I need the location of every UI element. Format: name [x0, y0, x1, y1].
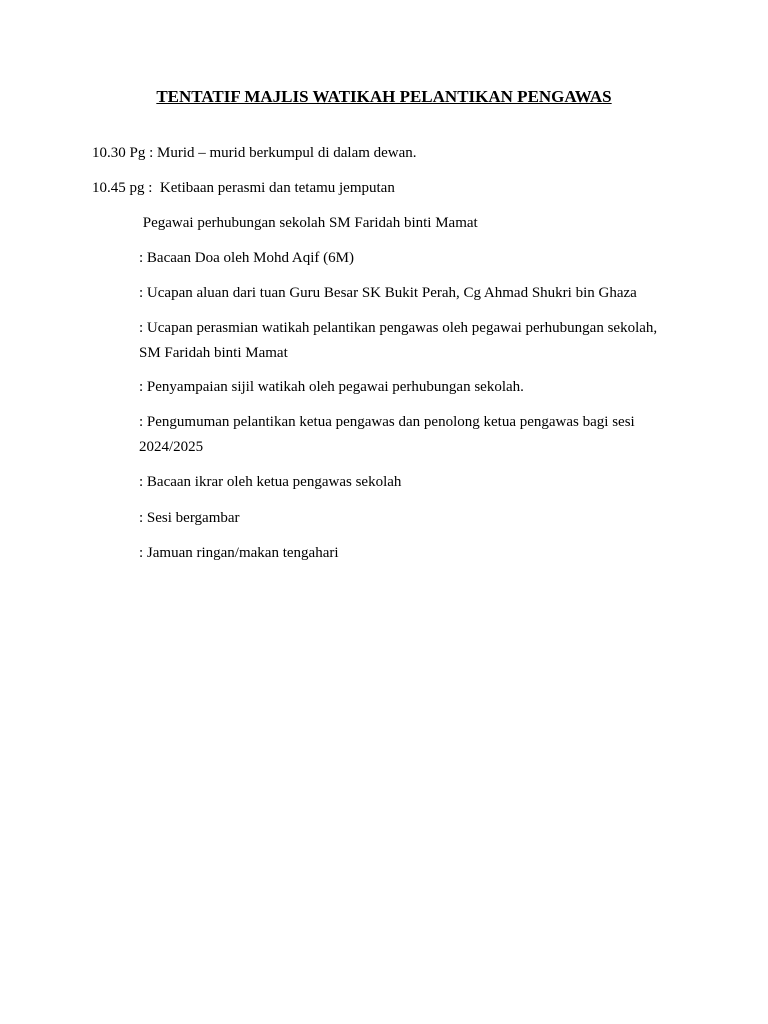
schedule-line-1045: 10.45 pg : Ketibaan perasmi dan tetamu jemputan	[92, 180, 395, 196]
schedule-item-ucapan-perasmian-cont: SM Faridah binti Mamat	[139, 345, 288, 361]
schedule-item-penyampaian-sijil: : Penyampaian sijil watikah oleh pegawai perhubungan sekolah.	[139, 379, 524, 395]
schedule-item-pegawai: Pegawai perhubungan sekolah SM Faridah binti Mamat	[139, 215, 478, 231]
schedule-item-ucapan-perasmian: : Ucapan perasmian watikah pelantikan pengawas oleh pegawai perhubungan sekolah,	[139, 320, 658, 336]
document-title: TENTATIF MAJLIS WATIKAH PELANTIKAN PENGAWAS	[156, 87, 612, 106]
schedule-item-jamuan: : Jamuan ringan/makan tengahari	[139, 545, 339, 561]
schedule-item-bergambar: : Sesi bergambar	[139, 510, 240, 526]
schedule-item-doa: : Bacaan Doa oleh Mohd Aqif (6M)	[139, 250, 354, 266]
schedule-item-ikrar: : Bacaan ikrar oleh ketua pengawas sekolah	[139, 474, 402, 490]
schedule-line-1030: 10.30 Pg : Murid – murid berkumpul di dalam dewan.	[92, 145, 417, 161]
schedule-item-pengumuman-cont: 2024/2025	[139, 439, 204, 455]
schedule-item-ucapan-aluan: : Ucapan aluan dari tuan Guru Besar SK Bukit Perah, Cg Ahmad Shukri bin Ghaza	[139, 285, 637, 301]
schedule-item-pengumuman: : Pengumuman pelantikan ketua pengawas dan penolong ketua pengawas bagi sesi	[139, 414, 635, 430]
